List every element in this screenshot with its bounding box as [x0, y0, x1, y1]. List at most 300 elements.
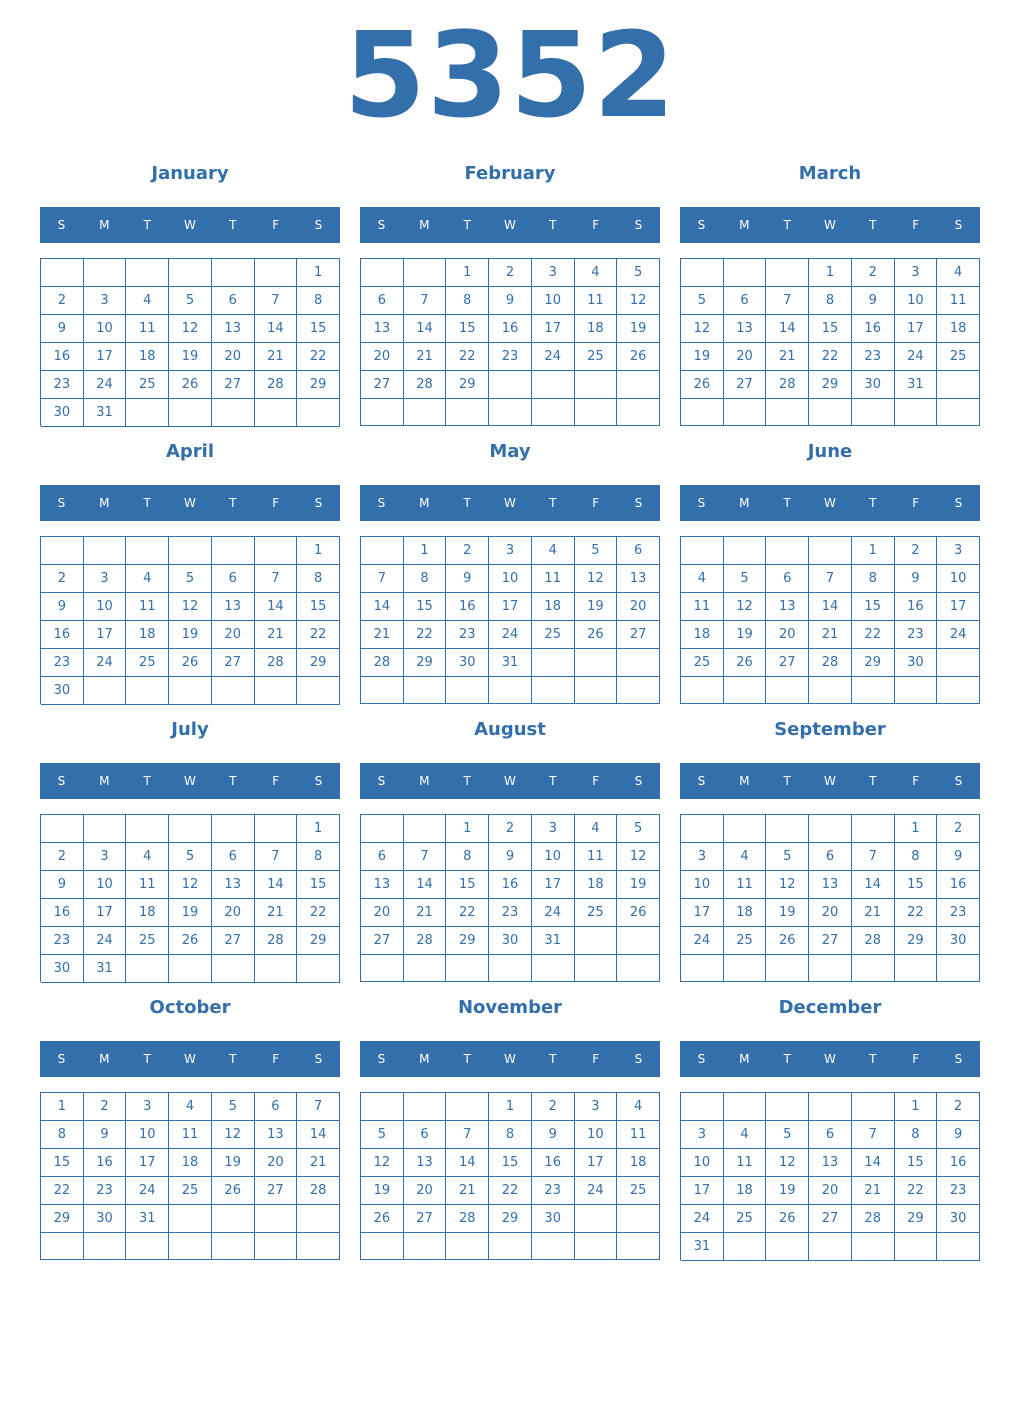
day-cell: 16	[937, 871, 980, 899]
day-cell: 21	[852, 899, 895, 927]
day-cell: 7	[766, 287, 809, 315]
day-cell: 22	[297, 621, 340, 649]
day-cell: 27	[724, 371, 767, 399]
day-cell: 19	[575, 593, 618, 621]
day-grid	[360, 258, 660, 426]
weekday-label: T	[463, 774, 471, 788]
day-cell: 16	[895, 593, 938, 621]
day-cell: 2	[937, 815, 980, 843]
empty-cell	[937, 371, 980, 399]
day-cell: 5	[361, 1121, 404, 1149]
weekday-label: M	[99, 774, 110, 788]
day-cell: 13	[766, 593, 809, 621]
empty-cell	[766, 259, 809, 287]
month-name: July	[171, 719, 209, 740]
empty-cell	[532, 399, 575, 426]
day-cell: 25	[126, 371, 169, 399]
day-cell: 21	[404, 343, 447, 371]
weekday-label: M	[739, 774, 750, 788]
day-cell: 1	[404, 537, 447, 565]
day-cell: 1	[297, 259, 340, 287]
day-grid	[680, 258, 980, 426]
day-cell: 25	[724, 927, 767, 955]
day-grid	[680, 1092, 980, 1260]
day-cell: 2	[852, 259, 895, 287]
empty-cell	[126, 955, 169, 983]
day-cell: 30	[532, 1205, 575, 1233]
day-cell: 2	[489, 815, 532, 843]
day-cell: 23	[532, 1177, 575, 1205]
day-cell: 25	[575, 899, 618, 927]
empty-cell	[126, 399, 169, 427]
weekday-header	[360, 207, 660, 243]
day-cell: 9	[937, 843, 980, 871]
empty-cell	[361, 259, 404, 287]
day-grid	[40, 258, 340, 426]
day-cell: 23	[937, 899, 980, 927]
day-cell: 6	[617, 537, 660, 565]
empty-cell	[617, 399, 660, 426]
empty-cell	[212, 955, 255, 983]
day-cell: 2	[446, 537, 489, 565]
empty-cell	[297, 1205, 340, 1233]
empty-cell	[532, 677, 575, 704]
day-cell: 20	[212, 343, 255, 371]
empty-cell	[84, 1233, 127, 1260]
empty-cell	[212, 1233, 255, 1260]
day-cell: 15	[809, 315, 852, 343]
weekday-label: S	[314, 774, 323, 788]
day-cell: 21	[255, 899, 298, 927]
day-cell: 26	[766, 1205, 809, 1233]
weekday-header	[360, 763, 660, 799]
day-cell: 8	[852, 565, 895, 593]
day-cell: 1	[489, 1093, 532, 1121]
weekday-label: F	[272, 496, 280, 510]
day-grid	[40, 536, 340, 704]
weekday-label: M	[419, 1052, 430, 1066]
empty-cell	[297, 399, 340, 427]
empty-cell	[617, 1233, 660, 1260]
day-cell: 20	[617, 593, 660, 621]
day-cell: 12	[169, 593, 212, 621]
empty-cell	[681, 955, 724, 982]
day-cell: 6	[809, 843, 852, 871]
day-cell: 15	[41, 1149, 84, 1177]
day-cell: 28	[255, 649, 298, 677]
empty-cell	[404, 955, 447, 982]
empty-cell	[169, 1205, 212, 1233]
month-name: August	[474, 719, 546, 740]
day-cell: 24	[532, 343, 575, 371]
day-cell: 1	[895, 1093, 938, 1121]
day-cell: 11	[126, 315, 169, 343]
day-cell: 23	[41, 371, 84, 399]
day-cell: 27	[212, 371, 255, 399]
day-cell: 10	[681, 1149, 724, 1177]
day-cell: 14	[255, 593, 298, 621]
day-cell: 4	[681, 565, 724, 593]
day-cell: 9	[937, 1121, 980, 1149]
empty-cell	[852, 399, 895, 426]
weekday-label: S	[377, 218, 386, 232]
day-cell: 19	[617, 315, 660, 343]
day-cell: 18	[724, 1177, 767, 1205]
month-name: June	[807, 441, 853, 462]
day-cell: 9	[852, 287, 895, 315]
day-cell: 14	[361, 593, 404, 621]
day-cell: 3	[84, 565, 127, 593]
weekday-label: F	[912, 774, 920, 788]
day-cell: 8	[446, 287, 489, 315]
empty-cell	[809, 1093, 852, 1121]
day-cell: 7	[404, 843, 447, 871]
weekday-label: F	[592, 1052, 600, 1066]
day-cell: 14	[255, 315, 298, 343]
weekday-label: S	[57, 1052, 66, 1066]
weekday-label: S	[57, 496, 66, 510]
empty-cell	[681, 259, 724, 287]
empty-cell	[84, 537, 127, 565]
empty-cell	[255, 399, 298, 427]
weekday-label: T	[549, 496, 557, 510]
empty-cell	[766, 815, 809, 843]
weekday-label: S	[697, 496, 706, 510]
day-cell: 15	[852, 593, 895, 621]
weekday-label: T	[229, 774, 237, 788]
day-cell: 23	[937, 1177, 980, 1205]
day-cell: 11	[169, 1121, 212, 1149]
weekday-header	[40, 207, 340, 243]
empty-cell	[766, 399, 809, 426]
weekday-label: M	[739, 1052, 750, 1066]
day-grid	[360, 814, 660, 982]
weekday-label: S	[697, 218, 706, 232]
day-cell: 3	[84, 843, 127, 871]
day-cell: 27	[809, 1205, 852, 1233]
weekday-label: T	[463, 496, 471, 510]
day-cell: 1	[446, 815, 489, 843]
day-cell: 29	[404, 649, 447, 677]
day-cell: 28	[297, 1177, 340, 1205]
weekday-label: W	[824, 774, 836, 788]
empty-cell	[895, 399, 938, 426]
day-cell: 13	[404, 1149, 447, 1177]
day-cell: 4	[126, 565, 169, 593]
day-cell: 27	[809, 927, 852, 955]
day-cell: 22	[895, 899, 938, 927]
empty-cell	[126, 677, 169, 705]
day-cell: 28	[446, 1205, 489, 1233]
weekday-header	[40, 763, 340, 799]
empty-cell	[404, 399, 447, 426]
empty-cell	[766, 677, 809, 704]
day-cell: 14	[852, 871, 895, 899]
day-cell: 4	[937, 259, 980, 287]
empty-cell	[446, 399, 489, 426]
day-cell: 11	[617, 1121, 660, 1149]
day-cell: 2	[41, 843, 84, 871]
empty-cell	[681, 537, 724, 565]
empty-cell	[489, 371, 532, 399]
day-cell: 15	[895, 1149, 938, 1177]
weekday-label: S	[634, 218, 643, 232]
day-cell: 27	[404, 1205, 447, 1233]
empty-cell	[446, 955, 489, 982]
day-cell: 20	[724, 343, 767, 371]
empty-cell	[681, 677, 724, 704]
day-cell: 6	[766, 565, 809, 593]
day-cell: 15	[895, 871, 938, 899]
empty-cell	[724, 1233, 767, 1261]
empty-cell	[489, 399, 532, 426]
day-cell: 31	[681, 1233, 724, 1261]
day-cell: 30	[41, 399, 84, 427]
day-cell: 10	[575, 1121, 618, 1149]
month-name: October	[149, 997, 231, 1018]
day-cell: 3	[532, 815, 575, 843]
day-cell: 19	[766, 899, 809, 927]
weekday-label: W	[824, 218, 836, 232]
empty-cell	[575, 371, 618, 399]
weekday-label: W	[184, 774, 196, 788]
day-cell: 29	[41, 1205, 84, 1233]
weekday-label: S	[377, 774, 386, 788]
day-cell: 14	[852, 1149, 895, 1177]
day-cell: 2	[84, 1093, 127, 1121]
day-cell: 31	[532, 927, 575, 955]
day-cell: 3	[681, 843, 724, 871]
day-cell: 25	[937, 343, 980, 371]
day-cell: 20	[809, 899, 852, 927]
month-name: November	[457, 997, 563, 1018]
weekday-label: S	[314, 218, 323, 232]
day-cell: 28	[361, 649, 404, 677]
day-cell: 25	[575, 343, 618, 371]
empty-cell	[532, 1233, 575, 1260]
weekday-label: W	[504, 496, 516, 510]
day-cell: 14	[297, 1121, 340, 1149]
weekday-label: F	[912, 1052, 920, 1066]
day-cell: 8	[297, 565, 340, 593]
day-cell: 5	[617, 259, 660, 287]
day-cell: 20	[361, 343, 404, 371]
weekday-label: T	[143, 1052, 151, 1066]
day-cell: 14	[404, 315, 447, 343]
empty-cell	[212, 677, 255, 705]
empty-cell	[361, 1233, 404, 1260]
day-cell: 22	[489, 1177, 532, 1205]
day-cell: 8	[41, 1121, 84, 1149]
day-cell: 27	[255, 1177, 298, 1205]
day-cell: 9	[532, 1121, 575, 1149]
empty-cell	[41, 1233, 84, 1260]
empty-cell	[446, 1093, 489, 1121]
weekday-label: F	[272, 774, 280, 788]
weekday-label: W	[504, 1052, 516, 1066]
day-cell: 14	[446, 1149, 489, 1177]
day-cell: 31	[84, 955, 127, 983]
day-cell: 23	[84, 1177, 127, 1205]
day-cell: 15	[446, 871, 489, 899]
day-cell: 22	[297, 899, 340, 927]
day-cell: 9	[895, 565, 938, 593]
day-cell: 16	[41, 621, 84, 649]
day-cell: 27	[361, 927, 404, 955]
day-cell: 12	[724, 593, 767, 621]
day-cell: 21	[809, 621, 852, 649]
empty-cell	[126, 1233, 169, 1260]
empty-cell	[404, 677, 447, 704]
weekday-label: T	[869, 774, 877, 788]
weekday-label: S	[314, 496, 323, 510]
day-cell: 7	[446, 1121, 489, 1149]
day-cell: 25	[169, 1177, 212, 1205]
empty-cell	[169, 259, 212, 287]
month-name: December	[778, 997, 882, 1018]
day-cell: 31	[489, 649, 532, 677]
empty-cell	[852, 1233, 895, 1261]
empty-cell	[169, 815, 212, 843]
weekday-label: T	[229, 496, 237, 510]
weekday-label: S	[634, 496, 643, 510]
day-cell: 31	[84, 399, 127, 427]
weekday-label: T	[549, 218, 557, 232]
day-cell: 13	[212, 315, 255, 343]
day-cell: 24	[681, 1205, 724, 1233]
weekday-label: W	[504, 774, 516, 788]
day-cell: 27	[617, 621, 660, 649]
day-cell: 8	[895, 843, 938, 871]
weekday-label: T	[869, 496, 877, 510]
day-cell: 30	[41, 955, 84, 983]
month-name: March	[798, 163, 862, 184]
empty-cell	[169, 955, 212, 983]
month-name: February	[464, 163, 556, 184]
day-cell: 2	[41, 287, 84, 315]
day-cell: 9	[446, 565, 489, 593]
empty-cell	[297, 955, 340, 983]
weekday-label: T	[869, 1052, 877, 1066]
day-cell: 29	[297, 927, 340, 955]
weekday-label: W	[184, 1052, 196, 1066]
day-cell: 26	[766, 927, 809, 955]
empty-cell	[937, 1233, 980, 1261]
day-cell: 16	[84, 1149, 127, 1177]
day-cell: 23	[852, 343, 895, 371]
day-cell: 7	[404, 287, 447, 315]
empty-cell	[446, 1233, 489, 1260]
day-cell: 4	[724, 1121, 767, 1149]
weekday-label: S	[954, 1052, 963, 1066]
empty-cell	[575, 1205, 618, 1233]
day-cell: 26	[617, 343, 660, 371]
day-cell: 17	[895, 315, 938, 343]
day-cell: 14	[809, 593, 852, 621]
day-cell: 29	[446, 927, 489, 955]
weekday-label: T	[463, 218, 471, 232]
day-cell: 12	[681, 315, 724, 343]
month-name: January	[151, 163, 229, 184]
empty-cell	[169, 537, 212, 565]
day-cell: 4	[724, 843, 767, 871]
day-cell: 10	[895, 287, 938, 315]
day-cell: 3	[532, 259, 575, 287]
empty-cell	[575, 955, 618, 982]
weekday-label: F	[592, 218, 600, 232]
day-cell: 8	[809, 287, 852, 315]
weekday-label: F	[272, 218, 280, 232]
day-cell: 28	[255, 371, 298, 399]
empty-cell	[617, 649, 660, 677]
day-cell: 13	[212, 593, 255, 621]
empty-cell	[852, 955, 895, 982]
weekday-label: T	[869, 218, 877, 232]
day-cell: 13	[809, 1149, 852, 1177]
day-cell: 20	[361, 899, 404, 927]
day-cell: 11	[681, 593, 724, 621]
day-cell: 7	[809, 565, 852, 593]
empty-cell	[169, 399, 212, 427]
day-cell: 11	[724, 871, 767, 899]
day-cell: 22	[297, 343, 340, 371]
weekday-label: M	[99, 1052, 110, 1066]
day-cell: 26	[169, 371, 212, 399]
day-cell: 8	[446, 843, 489, 871]
day-cell: 22	[852, 621, 895, 649]
day-cell: 8	[895, 1121, 938, 1149]
day-cell: 2	[532, 1093, 575, 1121]
day-cell: 19	[724, 621, 767, 649]
day-cell: 26	[169, 927, 212, 955]
day-cell: 24	[532, 899, 575, 927]
day-cell: 5	[212, 1093, 255, 1121]
day-cell: 1	[809, 259, 852, 287]
weekday-label: W	[824, 1052, 836, 1066]
empty-cell	[809, 955, 852, 982]
empty-cell	[575, 677, 618, 704]
day-cell: 21	[852, 1177, 895, 1205]
day-cell: 11	[575, 287, 618, 315]
day-cell: 21	[255, 621, 298, 649]
day-cell: 6	[212, 843, 255, 871]
empty-cell	[361, 815, 404, 843]
day-cell: 26	[575, 621, 618, 649]
day-cell: 10	[126, 1121, 169, 1149]
day-cell: 21	[255, 343, 298, 371]
day-cell: 9	[41, 315, 84, 343]
day-cell: 27	[766, 649, 809, 677]
day-cell: 9	[41, 871, 84, 899]
weekday-label: S	[954, 496, 963, 510]
day-cell: 13	[617, 565, 660, 593]
day-cell: 25	[681, 649, 724, 677]
weekday-header	[680, 763, 980, 799]
day-cell: 22	[895, 1177, 938, 1205]
empty-cell	[852, 677, 895, 704]
day-cell: 22	[41, 1177, 84, 1205]
day-cell: 15	[297, 593, 340, 621]
day-cell: 1	[446, 259, 489, 287]
empty-cell	[895, 677, 938, 704]
weekday-label: T	[549, 1052, 557, 1066]
day-cell: 27	[212, 927, 255, 955]
day-cell: 13	[361, 315, 404, 343]
day-cell: 18	[937, 315, 980, 343]
weekday-label: S	[954, 218, 963, 232]
day-cell: 12	[169, 871, 212, 899]
empty-cell	[724, 815, 767, 843]
